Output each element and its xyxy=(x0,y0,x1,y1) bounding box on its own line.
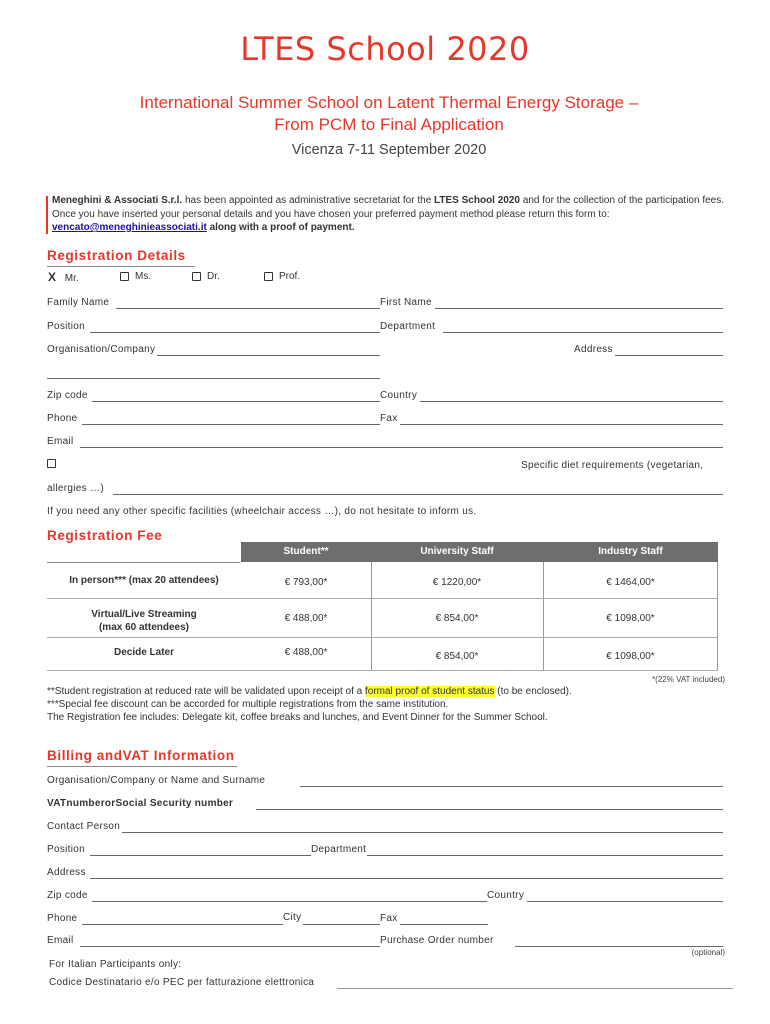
fee-heading-rule xyxy=(47,562,240,563)
email-label: Email xyxy=(47,436,74,447)
intro-text-3: along with a proof of payment. xyxy=(206,222,355,233)
prof-label: Prof. xyxy=(279,271,301,282)
contact-person-field[interactable] xyxy=(122,832,723,833)
column-university-staff: University Staff xyxy=(420,546,494,557)
position-field[interactable] xyxy=(90,332,380,333)
vat-label: VATnumberorSocial Security number xyxy=(47,798,234,809)
fee-row-decide-later: Decide Later xyxy=(113,647,175,658)
department-field[interactable] xyxy=(443,332,723,333)
phone-field[interactable] xyxy=(82,424,380,425)
contact-person-label: Contact Person xyxy=(47,821,121,832)
column-student: Student** xyxy=(283,546,329,557)
fee-decide-student: € 488,00* xyxy=(284,647,328,658)
billing-email-label: Email xyxy=(47,935,74,946)
intro-accent-bar xyxy=(46,196,48,234)
billing-city-field[interactable] xyxy=(303,924,380,925)
billing-heading-rule xyxy=(47,766,237,767)
vat-note: *(22% VAT included) xyxy=(652,675,725,684)
title-ms[interactable] xyxy=(120,271,151,282)
billing-fax-label: Fax xyxy=(380,913,398,924)
email-field[interactable] xyxy=(80,447,723,448)
country-label: Country xyxy=(380,390,418,401)
billing-email-field[interactable] xyxy=(80,946,380,947)
billing-zip-field[interactable] xyxy=(92,901,487,902)
prof-checkbox[interactable] xyxy=(264,272,273,281)
address-field[interactable] xyxy=(615,355,723,356)
student-note-highlight: formal proof of student status xyxy=(364,686,495,697)
dr-label: Dr. xyxy=(207,271,220,282)
family-name-field[interactable] xyxy=(116,308,380,309)
row-sep-3 xyxy=(47,670,718,671)
student-note xyxy=(47,685,747,698)
billing-city-label: City xyxy=(283,912,302,923)
billing-address-label: Address xyxy=(47,867,86,878)
billing-zip-label: Zip code xyxy=(47,890,88,901)
fee-in-person-university: € 1220,00* xyxy=(432,577,482,588)
fee-virtual-university: € 854,00* xyxy=(435,613,479,624)
registration-heading-rule xyxy=(47,266,195,267)
fee-row-in-person: In person*** (max 20 attendees) xyxy=(69,575,219,586)
student-note-pre: **Student registration at reduced rate will be validated upon receipt of a xyxy=(47,686,365,697)
title-dr[interactable] xyxy=(192,271,220,282)
row-sep-1 xyxy=(47,598,718,599)
row-sep-2 xyxy=(47,637,718,638)
fee-heading: Registration Fee xyxy=(47,528,163,543)
address-label: Address xyxy=(574,344,613,355)
billing-department-field[interactable] xyxy=(367,855,723,856)
page-title: LTES School 2020 xyxy=(240,30,530,68)
fee-virtual-industry: € 1098,00* xyxy=(606,613,655,624)
school-name: LTES School 2020 xyxy=(434,195,520,206)
fee-includes-note: The Registration fee includes: Delegate kit, coffee breaks and lunches, and Event Dinner for the Summer School. xyxy=(47,712,548,723)
billing-address-field[interactable] xyxy=(90,878,723,879)
billing-country-field[interactable] xyxy=(527,901,723,902)
fee-in-person-industry: € 1464,00* xyxy=(606,577,655,588)
billing-org-label: Organisation/Company or Name and Surname xyxy=(47,775,266,786)
address-extra-field[interactable] xyxy=(47,378,380,379)
fee-virtual-student: € 488,00* xyxy=(284,613,328,624)
department-label: Department xyxy=(380,321,436,332)
fax-field[interactable] xyxy=(400,424,723,425)
billing-fax-field[interactable] xyxy=(400,924,488,925)
mr-label: Mr. xyxy=(64,273,79,284)
title-prof[interactable] xyxy=(264,271,300,282)
zip-label: Zip code xyxy=(47,390,88,401)
organisation-label: Organisation/Company xyxy=(47,344,156,355)
subtitle-line-2: From PCM to Final Application xyxy=(274,115,504,134)
registration-heading: Registration Details xyxy=(47,248,186,263)
column-industry-staff: Industry Staff xyxy=(598,546,663,557)
event-dates: Vicenza 7-11 September 2020 xyxy=(291,142,487,158)
diet-checkbox[interactable] xyxy=(47,459,56,468)
fee-decide-university: € 854,00* xyxy=(435,651,479,662)
fee-row-virtual: Virtual/Live Streaming (max 60 attendees) xyxy=(91,609,197,633)
organisation-field[interactable] xyxy=(157,355,380,356)
intro-text-1: has been appointed as administrative secretariat for the xyxy=(182,195,435,206)
fee-decide-industry: € 1098,00* xyxy=(606,651,655,662)
ms-checkbox[interactable] xyxy=(120,272,129,281)
dr-checkbox[interactable] xyxy=(192,272,201,281)
phone-label: Phone xyxy=(47,413,78,424)
purchase-order-label: Purchase Order number xyxy=(380,935,494,946)
billing-department-label: Department xyxy=(311,844,367,855)
vat-field[interactable] xyxy=(256,809,723,810)
country-field[interactable] xyxy=(420,401,723,402)
diet-label: Specific diet requirements (vegetarian, xyxy=(521,460,704,471)
billing-phone-field[interactable] xyxy=(82,924,283,925)
facilities-note: If you need any other specific facilities (wheelchair access …), do not hesitate to inform us. xyxy=(47,506,477,517)
family-name-label: Family Name xyxy=(47,297,110,308)
discount-note: ***Special fee discount can be accorded for multiple registrations from the same institution. xyxy=(47,699,449,710)
intro-text-2: and for the collection of the participation fees. Once you have inserted your personal details and you have chosen your preferred payment method please return this form to: xyxy=(52,195,724,220)
company-name: Meneghini & Associati S.r.l. xyxy=(52,195,183,206)
codice-destinatario-label: Codice Destinatario e/o PEC per fatturazione elettronica xyxy=(49,977,315,988)
allergies-field[interactable] xyxy=(113,494,723,495)
allergies-label: allergies …) xyxy=(47,483,104,494)
student-note-post: (to be enclosed). xyxy=(494,686,572,697)
billing-phone-label: Phone xyxy=(47,913,78,924)
purchase-order-field[interactable] xyxy=(515,946,723,947)
optional-note: (optional) xyxy=(691,948,725,957)
title-mr[interactable] xyxy=(48,270,79,284)
billing-position-label: Position xyxy=(47,844,85,855)
billing-position-field[interactable] xyxy=(90,855,311,856)
contact-email-link[interactable]: vencato@meneghinieassociati.it xyxy=(52,222,207,233)
fax-label: Fax xyxy=(380,413,398,424)
intro-paragraph xyxy=(52,194,732,235)
first-name-field[interactable] xyxy=(435,308,723,309)
billing-country-label: Country xyxy=(487,890,525,901)
ms-label: Ms. xyxy=(135,271,152,282)
mr-checkmark: X xyxy=(48,270,57,284)
codice-destinatario-field[interactable] xyxy=(337,988,733,989)
zip-field[interactable] xyxy=(92,401,380,402)
position-label: Position xyxy=(47,321,85,332)
fee-in-person-student: € 793,00* xyxy=(284,577,328,588)
subtitle-line-1: International Summer School on Latent Thermal Energy Storage – xyxy=(139,93,639,112)
billing-org-field[interactable] xyxy=(300,786,723,787)
billing-heading: Billing andVAT Information xyxy=(47,748,235,763)
first-name-label: First Name xyxy=(380,297,432,308)
italian-participants-label: For Italian Participants only: xyxy=(49,959,182,970)
